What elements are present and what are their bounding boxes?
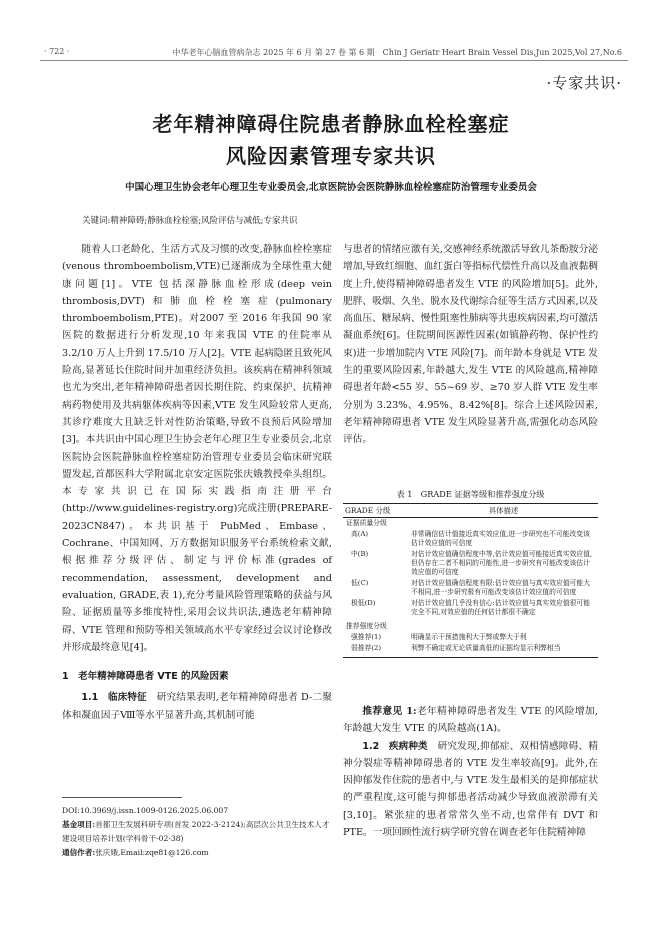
- fund-text: 首都卫生发展科研专项(首发 2022-3-2124);高层次公共卫生技术人才建设项目培养计划(学科骨干-02-38): [62, 820, 330, 843]
- section-1-2-text: 研究发现,抑郁症、双相情感障碍、精神分裂症等精神障碍患者的 VTE 发生率较高[9]。此外,在因抑郁发作住院的患者中,与 VTE 发生最相关的是抑郁症状的严重程度,这可能与抑郁患者活动减少导致血液淤滞有关[3,10]。紧张症的患者常常久坐不动,也常伴有 DVT 和 PTE。一项回顾性流行病学研究曾在调查老年住院精神障: [343, 740, 598, 839]
- table-row: [343, 643, 598, 658]
- header-rule: [40, 60, 628, 61]
- correspondence-note: [62, 846, 332, 860]
- right-paragraph-1: 与患者的情绪应激有关,交感神经系统激活导致儿茶酚胺分泌增加,导致红细胞、血红蛋白等指标代偿性升高以及血液黏稠度上升,使得精神障碍患者发生 VTE 的风险增加[5]。此外,肥胖、吸烟、久坐、脱水及代谢综合征等生活方式因素,以及高血压、糖尿病、慢性阻塞性肺病等共患疾病因素,均可激活凝血系统[6]。住院期间医源性因素(如镇静药物、保护性约束)进一步增加院内 VTE 风险[7]。而年龄本身就是 VTE 发生的重要风险因素,年龄越大,发生 VTE 的风险越高,精神障碍患者年龄<55 岁、55~69 岁、≥70 岁人群 VTE 发生率分别为 3.23%、4.95%、8.42%[8]。综合上述风险因素,老年精神障碍患者 VTE 发生风险显著升高,需强化动态风险评估。: [343, 244, 598, 446]
- intro-paragraph: 随着人口老龄化、生活方式及习惯的改变,静脉血栓栓塞症(venous thromboembolism,VTE)已逐渐成为全球性重大健康问题[1]。VTE 包括深静脉血栓形成(deep vein thrombosis,DVT)和肺血栓栓塞症(pulmonary thromboembolism,PTE)。对2007 至 2016 年我国 90 家医院的数据进行分析发现,10 年来我国 VTE 的住院率从 3.2/10 万人上升到 17.5/10 万人[2]。VTE 起病隐匿且致死风险高,显著延长住院时间并加重经济负担。该疾病在精神科领域也尤为突出,老年精神障碍患者因长期住院、约束保护、抗精神病药物使用及共病躯体疾病等因素,VTE 发生风险较常人更高,其诊疗难度大且缺乏针对性防治策略,导致不良预后风险增加[3]。本共识由中国心理卫生协会老年心理卫生专业委员会,北京医院协会医院静脉血栓栓塞症防治管理专业委员会临床研究联盟发起,首都医科大学附属北京安定医院张庆娥教授牵头组织。本专家共识已在国际实践指南注册平台(http://www.guidelines-registry.org)完成注册(PREPARE-2023CN847)。本共识基于 PubMed、Embase、Cochrane、中国知网、万方数据知识服务平台系统检索文献,根据推荐分级评估、制定与评价标准(grades of recommendation, assessment, development and evaluation, GRADE,表 1),充分考量风险管理策略的获益与风险、证据质量等多维度特性,采用会议共识法,遴选老年精神障碍、VTE 管理和预防等相关领域高水平专家经过会议讨论修改并形成最终意见[4]。: [62, 244, 332, 653]
- table-group-recommendation: 推荐强度分级: [346, 622, 387, 630]
- table-cell-desc: 利弊不确定或无论质量高低的证据均显示利弊相当: [409, 643, 598, 658]
- title-line-2: 风险因素管理专家共识: [226, 144, 436, 168]
- correspondence-label: 通信作者:: [62, 848, 96, 857]
- recommendation-1-label: 推荐意见 1:: [362, 706, 417, 717]
- table-header-grade: GRADE 分级: [343, 504, 409, 518]
- keywords: 关键词:精神障碍;静脉血栓栓塞;风险评估与减低;专家共识: [82, 216, 298, 226]
- table-cell-desc: 对估计效应值确信程度有限:估计效应值与真实效应值可能大不相同,进一步研究极有可能改变该估计效应值的可信度: [411, 579, 591, 596]
- table-cell-desc: 对估计效应值确信程度中等,估计效应值可能接近真实效应值,但仍存在二者不相同的可能性,进一步研究有可能改变该估计效应值的可信度: [411, 550, 593, 576]
- authors: 中国心理卫生协会老年心理卫生专业委员会,北京医院协会医院静脉血栓栓塞症防治管理专业委员会: [125, 182, 537, 193]
- fund-label: 基金项目:: [62, 820, 96, 829]
- footnote-rule: [62, 797, 182, 798]
- table-header-description: 具体描述: [409, 504, 598, 518]
- table-cell-level: 弱推荐(2): [343, 643, 409, 658]
- page-number: · 722 ·: [44, 47, 70, 56]
- section-1-2-title: 1.2 疾病种类: [362, 740, 428, 752]
- left-column: [62, 241, 332, 724]
- table-row: [343, 632, 598, 643]
- section-1-1-paragraph: [62, 689, 332, 724]
- table-cell-level: 极低(D): [351, 599, 376, 607]
- correspondence-text: 张庆娥,Email:zqe81@126.com: [95, 848, 209, 857]
- section-tag: ·专家共识·: [546, 74, 622, 92]
- section-1-2-paragraph: [343, 738, 598, 842]
- table-row: [343, 529, 598, 549]
- recommendation-1: [343, 703, 598, 738]
- recommendation-1-text: 老年精神障碍患者发生 VTE 的风险增加,年龄越大发生 VTE 的风险越高(1A)。: [343, 706, 598, 735]
- table-1-caption: 表 1 GRADE 证据等级和推荐强度分级: [396, 489, 545, 499]
- table-cell-level: 低(C): [351, 579, 369, 587]
- doi: DOI:10.3969/j.issn.1009-0126.2025.06.007: [62, 806, 229, 815]
- table-cell-desc: 明确显示干预措施利大于弊或弊大于利: [411, 633, 527, 641]
- table-row: [343, 578, 598, 598]
- table-cell-level: 中(B): [351, 550, 369, 558]
- table-group-evidence: 证据质量分级: [346, 519, 387, 527]
- table-row: [343, 598, 598, 618]
- table-cell-desc: 非常确信估计值接近真实效应值,进一步研究也不可能改变该估计效应值的可信度: [411, 530, 590, 547]
- right-column-bottom: [343, 703, 598, 841]
- right-column-top: [343, 241, 598, 449]
- table-row: [343, 549, 598, 578]
- section-1-1-text: 研究结果表明,老年精神障碍患者 D-二聚体和凝血因子Ⅷ等水平显著升高,其机制可能: [62, 692, 332, 721]
- table-cell-level: 强推荐(1): [351, 633, 382, 641]
- fund-note: [62, 818, 332, 846]
- title-line-1: 老年精神障碍住院患者静脉血栓栓塞症: [152, 112, 510, 136]
- table-cell-level: 高(A): [351, 530, 369, 538]
- section-1-heading: 1 老年精神障碍患者 VTE 的风险因素: [62, 671, 229, 683]
- grade-table: [343, 503, 598, 658]
- journal-header: 中华老年心脑血管病杂志 2025 年 6 月 第 27 卷 第 6 期 Chin J Geriatr Heart Brain Vessel Dis,Jun 2025,Vol 27,No.6: [172, 48, 622, 57]
- section-1-1-title: 1.1 临床特征: [81, 692, 147, 704]
- table-cell-desc: 对估计效应值几乎没有信心:估计效应值与真实效应值很可能完全不同,对效应值的任何估计都很不确定: [411, 599, 591, 616]
